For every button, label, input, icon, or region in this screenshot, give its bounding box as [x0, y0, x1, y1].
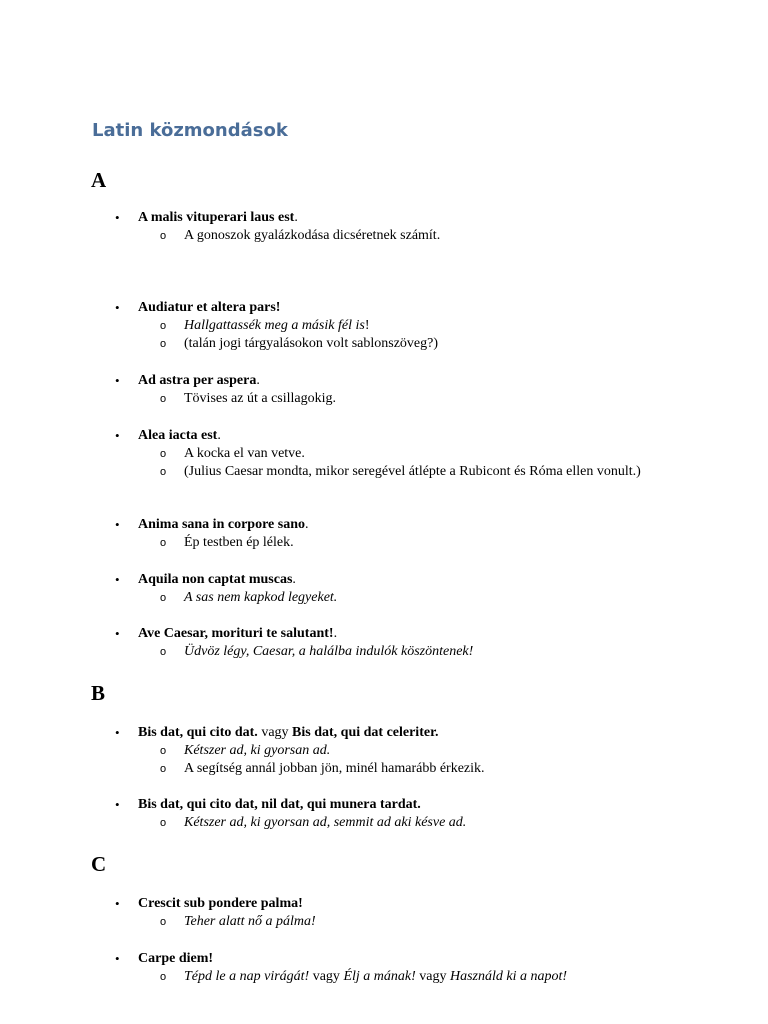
proverb-translation: Kétszer ad, ki gyorsan ad, semmit ad aki késve ad.	[184, 815, 467, 830]
bullet-marker: •	[115, 896, 120, 911]
proverb-translation: Üdvöz légy, Caesar, a halálba indulók köszöntenek!	[184, 644, 474, 659]
sub-bullet-marker: o	[160, 646, 167, 658]
bullet-marker: •	[115, 428, 120, 443]
proverb-translation: Tépd le a nap virágát! vagy Élj a mának! vagy Használd ki a napot!	[184, 969, 568, 984]
proverb-note: (talán jogi tárgyalásokon volt sablonszöveg?)	[184, 336, 439, 351]
proverb-translation: A gonoszok gyalázkodása dicséretnek számít.	[184, 228, 441, 243]
bullet-marker: •	[115, 797, 120, 812]
bullet-marker: •	[115, 626, 120, 641]
section-letter-b: B	[91, 681, 106, 705]
bullet-marker: •	[115, 517, 120, 532]
sub-bullet-marker: o	[160, 448, 167, 460]
list-item	[0, 895, 768, 931]
sub-bullet-marker: o	[160, 466, 167, 478]
proverb-note: A segítség annál jobban jön, minél hamarább érkezik.	[184, 761, 485, 776]
list-item	[0, 571, 768, 607]
proverb-latin: Audiatur et altera pars!	[138, 300, 281, 315]
proverb-latin: Anima sana in corpore sano.	[138, 517, 309, 532]
list-item	[0, 427, 768, 499]
bullet-marker: •	[115, 373, 120, 388]
proverb-latin: Alea iacta est.	[138, 428, 221, 443]
proverb-translation: Ép testben ép lélek.	[184, 535, 294, 550]
proverb-latin: Bis dat, qui cito dat, nil dat, qui munera tardat.	[138, 797, 421, 812]
list-item	[0, 516, 768, 552]
proverb-note: (Julius Caesar mondta, mikor seregével átlépte a Rubicont és Róma ellen vonult.)	[184, 464, 641, 479]
proverb-latin: Crescit sub pondere palma!	[138, 896, 303, 911]
list-item	[0, 950, 768, 986]
list-item	[0, 299, 768, 353]
sub-bullet-marker: o	[160, 338, 167, 350]
bullet-marker: •	[115, 300, 120, 315]
document-title: Latin közmondások	[92, 120, 288, 141]
proverb-translation: Teher alatt nő a pálma!	[184, 914, 316, 929]
sub-bullet-marker: o	[160, 230, 167, 242]
section-letter-c: C	[91, 852, 107, 876]
proverb-latin: Bis dat, qui cito dat. vagy Bis dat, qui dat celeriter.	[138, 725, 439, 740]
proverb-translation: A sas nem kapkod legyeket.	[184, 590, 338, 605]
proverb-latin: Carpe diem!	[138, 951, 214, 966]
list-item	[0, 796, 768, 832]
proverb-translation: Kétszer ad, ki gyorsan ad.	[184, 743, 331, 758]
sub-bullet-marker: o	[160, 763, 167, 775]
bullet-marker: •	[115, 951, 120, 966]
bullet-marker: •	[115, 210, 120, 225]
proverb-latin: A malis vituperari laus est.	[138, 210, 298, 225]
proverb-latin: Aquila non captat muscas.	[138, 572, 296, 587]
list-item	[0, 209, 768, 245]
list-item	[0, 372, 768, 408]
list-item	[0, 724, 768, 778]
sub-bullet-marker: o	[160, 916, 167, 928]
proverb-latin: Ave Caesar, morituri te salutant!.	[138, 626, 338, 641]
proverb-translation: Tövises az út a csillagokig.	[184, 391, 337, 406]
sub-bullet-marker: o	[160, 745, 167, 757]
section-letter-a: A	[91, 168, 107, 192]
sub-bullet-marker: o	[160, 320, 167, 332]
proverb-latin: Ad astra per aspera.	[138, 373, 260, 388]
list-item	[0, 625, 768, 661]
sub-bullet-marker: o	[160, 971, 167, 983]
sub-bullet-marker: o	[160, 393, 167, 405]
sub-bullet-marker: o	[160, 592, 167, 604]
sub-bullet-marker: o	[160, 537, 167, 549]
sub-bullet-marker: o	[160, 817, 167, 829]
bullet-marker: •	[115, 572, 120, 587]
proverb-translation: Hallgattassék meg a másik fél is!	[184, 318, 370, 333]
bullet-marker: •	[115, 725, 120, 740]
proverb-translation: A kocka el van vetve.	[184, 446, 305, 461]
